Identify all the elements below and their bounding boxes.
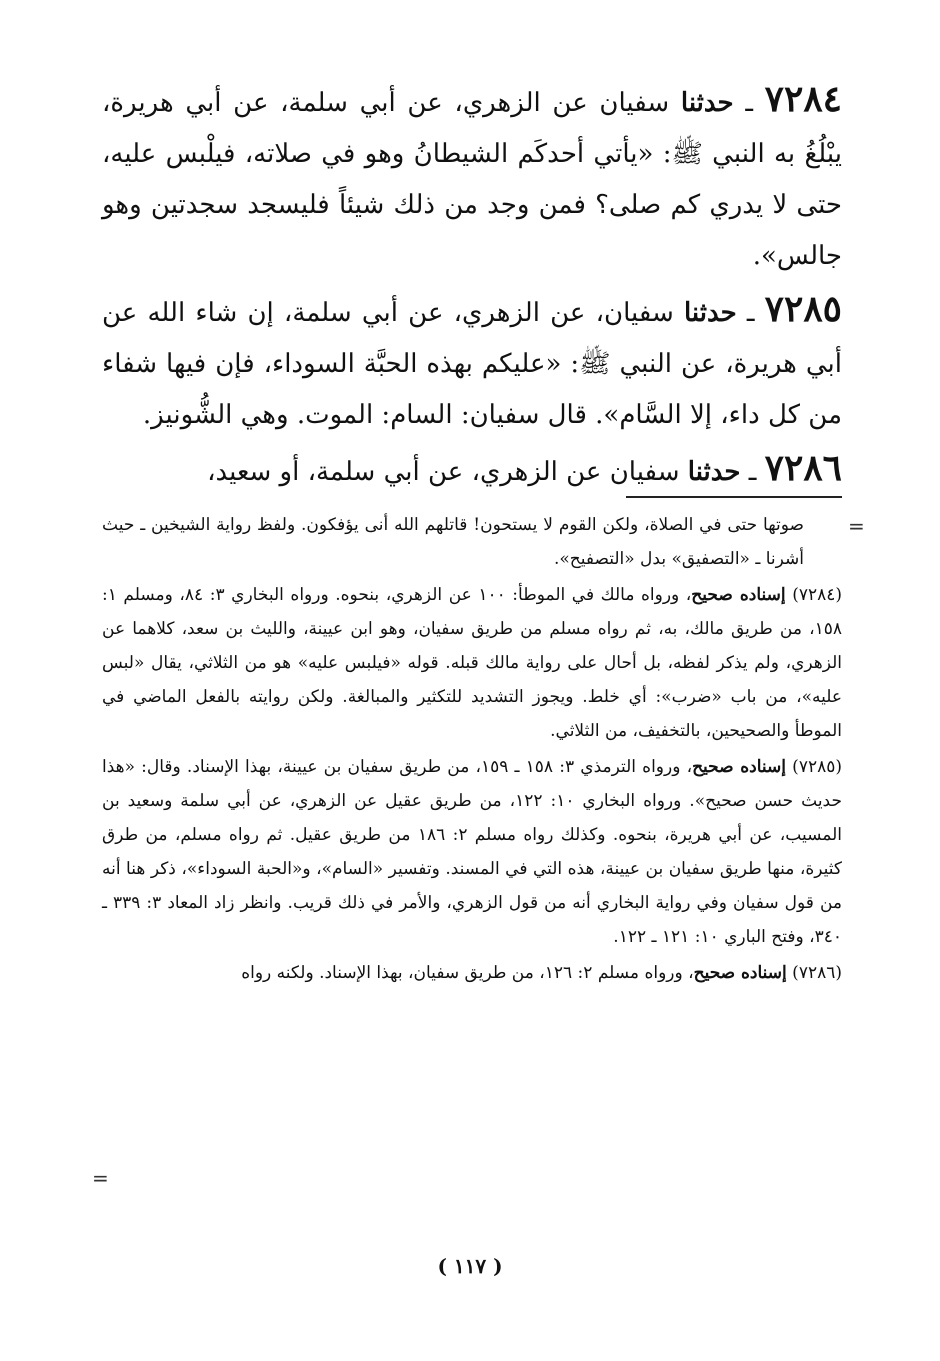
footnote-divider — [626, 496, 842, 498]
hadith-lead-word: حدثنا — [683, 298, 737, 328]
hadith-number: ٧٢٨٥ — [764, 288, 842, 330]
hadith-number: ٧٢٨٤ — [764, 78, 842, 120]
footnote-body: ، ورواه مالك في الموطأ: ١٠٠ عن الزهري، بنحوه. ورواه البخاري ٣: ٨٤، ومسلم ١: ١٥٨، من طريق مالك، به، ثم رواه مسلم من طريق سفيان، وهو ابن عيينة، والليث بن سعد، كلاهما عن الزهري، ولم يذكر لفظه، بل أحال على رواية مالك قبله. قوله «فيلبس عليه» هو من الثلاثي، يقال «لبس عليه»، من باب «ضرب»: أي خلط. ويجوز التشديد للتكثير والمبالغة. ولكن روايته بالفعل الماضي في الموطأ والصحيحين، بالتخفيف، من الثلاثي. — [102, 585, 842, 741]
hadith-7286 — [102, 443, 842, 498]
footnote-7285 — [102, 750, 842, 954]
footnote-grade: إسناده صحيح — [691, 585, 786, 605]
hadith-body: سفيان، عن الزهري، عن أبي سلمة، إن شاء الله عن أبي هريرة، عن النبي ﷺ: «عليكم بهذه الحبَّة السوداء، فإن فيها شفاء من كل داء، إلا السَّام». قال سفيان: السام: الموت. وهي الشُّونيز. — [102, 298, 842, 430]
hadith-number: ٧٢٨٦ — [764, 447, 842, 489]
footnote-body: ، ورواه مسلم ٢: ١٢٦، من طريق سفيان، بهذا الإسناد. ولكنه رواه — [241, 963, 694, 983]
hadith-lead-word: حدثنا — [687, 457, 741, 487]
page-number: ( ١١٧ ) — [437, 1254, 503, 1278]
hadith-lead-word: حدثنا — [680, 88, 734, 118]
hadith-separator: ـ — [740, 457, 765, 487]
footnote-grade: إسناده صحيح — [693, 963, 787, 983]
hadith-body: سفيان عن الزهري، عن أبي سلمة، عن أبي هريرة، يبْلُغُ به النبي ﷺ: «يأتي أحدكَم الشيطانُ وهو في صلاته، فيلْبس عليه، حتى لا يدري كم صلى؟ فمن وجد من ذلك شيئاً فليسجد سجدتين وهو جالس». — [102, 88, 842, 271]
footnote-label: (٧٢٨٦) — [786, 963, 842, 983]
hadith-separator: ـ — [736, 298, 765, 328]
footnote-continuation: صوتها حتى في الصلاة، ولكن القوم لا يستحون! قاتلهم الله أنى يؤفكون. ولفظ رواية الشيخين ـ حيث أشرنا ـ «التصفيق» بدل «التصفيح». — [102, 515, 804, 569]
hadith-7285 — [102, 284, 842, 441]
footnotes-block — [102, 508, 842, 992]
footnote-7286 — [102, 956, 842, 990]
continuation-mark-bottom: = — [92, 1166, 109, 1190]
hadith-text-block — [102, 74, 842, 500]
hadith-body: سفيان عن الزهري، عن أبي سلمة، أو سعيد، — [207, 457, 688, 487]
footnote-7284 — [102, 578, 842, 748]
hadith-7284 — [102, 74, 842, 282]
footnote-body: ، ورواه الترمذي ٣: ١٥٨ ـ ١٥٩، من طريق سفيان بن عيينة، بهذا الإسناد. وقال: «هذا حديث حسن صحيح». ورواه البخاري ١٠: ١٢٢، من طريق عقيل عن الزهري، عن أبي سلمة وسعيد بن المسيب، عن أبي هريرة، بنحوه. وكذلك رواه مسلم ٢: ١٨٦ من طريق عقيل. ثم رواه مسلم، من طرق كثيرة، منها طريق سفيان بن عيينة، هذه التي في المسند. وتفسير «السام»، و«الحبة السوداء»، ذكر هنا أنه من قول سفيان وفي رواية البخاري أنه من قول الزهري، والأمر في ذلك قريب. وانظر زاد المعاد ٣: ٣٣٩ ـ ٣٤٠، وفتح الباري ١٠: ١٢١ ـ ١٢٢. — [102, 757, 842, 947]
hadith-separator: ـ — [733, 88, 765, 118]
footnote-grade: إسناده صحيح — [692, 757, 787, 777]
footnote-label: (٧٢٨٥) — [786, 757, 842, 777]
continuation-mark-top: = — [848, 514, 865, 538]
footnote-label: (٧٢٨٤) — [785, 585, 842, 605]
